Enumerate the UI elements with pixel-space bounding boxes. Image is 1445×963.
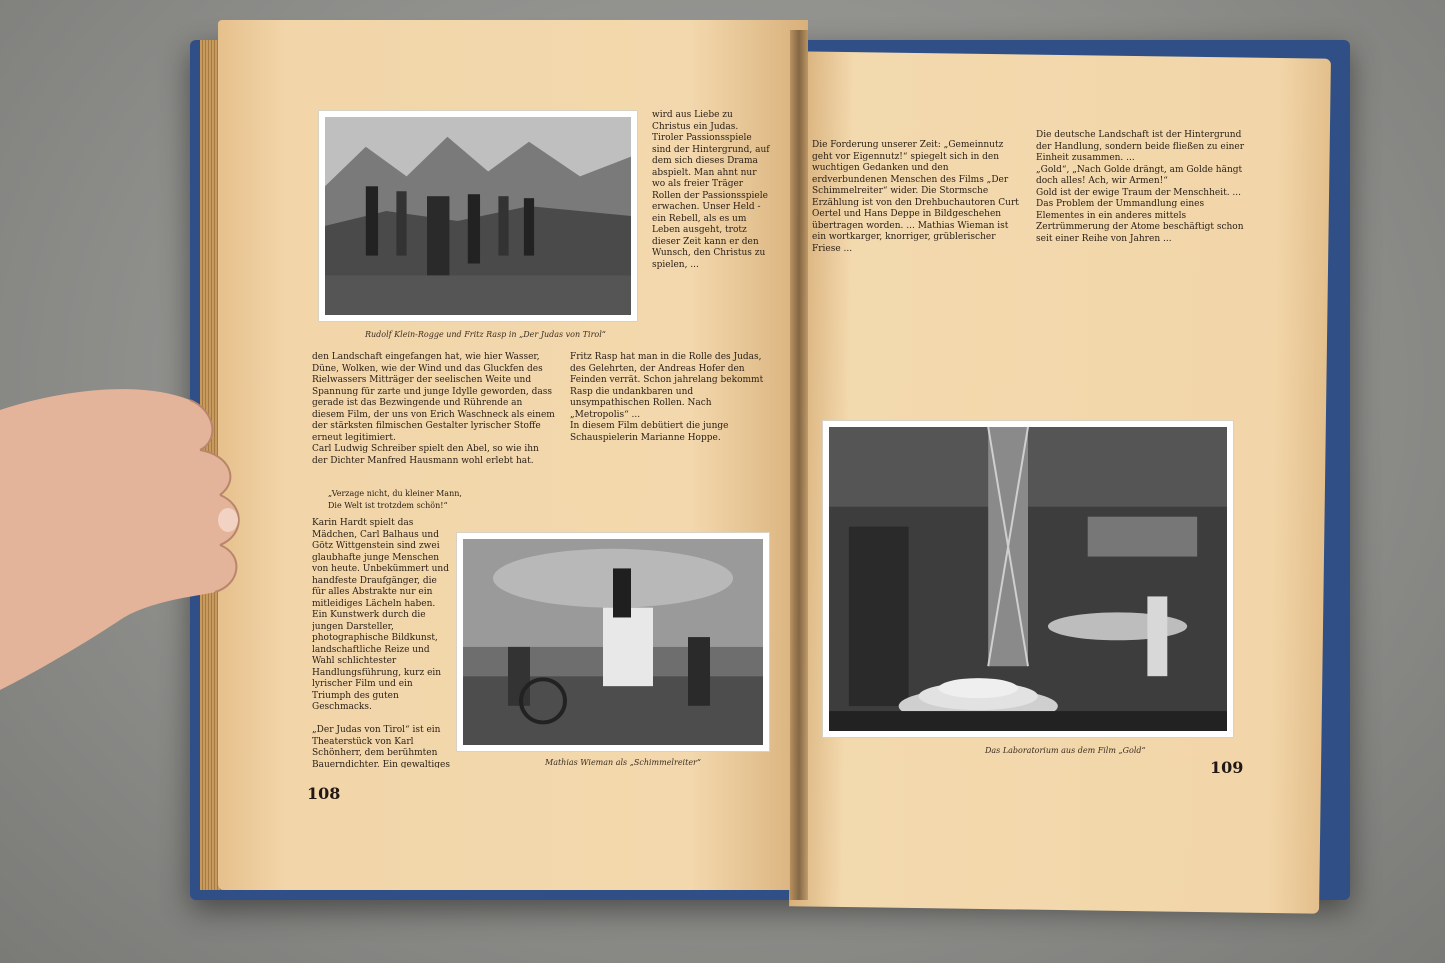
caption-right: Das Laboratorium aus dem Film „Gold“ — [985, 746, 1146, 755]
book-gutter — [790, 30, 808, 900]
photo-schimmelreiter — [456, 532, 770, 752]
photo-mountains-soldiers — [325, 117, 631, 315]
photo-judas-von-tirol — [318, 110, 638, 322]
page-number-right: 109 — [1210, 758, 1244, 777]
text-col-right-right: Die deutsche Landschaft ist der Hintergrund der Handlung, sondern beide fließen zu einer Einheit zusammen. ... „Gold“, „Nach Golde drängt, am Golde hängt doch alles! Ach, wir Armen!“ Gold ist der ewige Traum der Menschheit. ... Das Problem der Ummandlung eines Elementes in ein anderes mittels Zertrümmerung der Atome beschäftigt schon seit einer Reihe von Jahren ... — [1036, 130, 1245, 244]
photo-laboratorium-gold — [822, 420, 1234, 738]
photo-horse-rider — [463, 539, 763, 745]
page-number-left: 108 — [307, 784, 341, 803]
hand-holding-book — [0, 370, 270, 730]
photo-laboratory-set — [829, 427, 1227, 731]
text-col-bottom-left: Karin Hardt spielt das Mädchen, Carl Balhaus und Götz Wittgenstein sind zwei glaubhafte junge Menschen von heute. Unbekümmert und handfeste Draufgänger, die für alles Abstrakte nur ein mitleidiges Lächeln haben. Ein Kunstwerk durch die jungen Darsteller, photographische Bildkunst, landschaftliche Reize und Wahl schlichtester Handlungsführung, kurz ein lyrischer Film und ein Triumph des guten Geschmacks. „Der Judas von Tirol“ ist ein Theaterstück von Karl Schönherr, dem berühmten Bauerndichter. Ein gewaltiges — [312, 518, 450, 768]
caption-top-left: Rudolf Klein-Rogge und Fritz Rasp in „Der Judas von Tirol“ — [365, 330, 606, 339]
text-col-mid-left: den Landschaft eingefangen hat, wie hier Wasser, Düne, Wolken, wie der Wind und das Gluckfen des Rielwassers Mitträger der seelischen Weite und Spannung für zarte und junge Idylle geworden, dass gerade ist das Bezwingende und Rührende an diesem Film, der uns von Erich Waschneck als einem der stärksten filmischen Gestalter lyrischer Stoffe erneut legitimiert. Carl Ludwig Schreiber spielt den Abel, so wie ihn der Dichter Manfred Hausmann wohl erlebt hat. — [312, 352, 555, 466]
text-col-top-right: wird aus Liebe zu Christus ein Judas. Tiroler Passionsspiele sind der Hintergrund, auf dem sich dieses Drama abspielt. Man ahnt nur wo als freier Träger Rollen der Passionsspiele erwachen. Unser Held - ein Rebell, als es um Leben ausgeht, trotz dieser Zeit kann er den Wunsch, den Christus zu spielen, ... — [652, 110, 770, 270]
text-col-right-left: Die Forderung unserer Zeit: „Gemeinnutz geht vor Eigennutz!“ spiegelt sich in den wuchtigen Gedanken und den erdverbundenen Menschen des Films „Der Schimmelreiter“ wider. Die Stormsche Erzählung ist von den Drehbuchautoren Curt Oertel und Hans Deppe in Bildgeschehen übertragen worden. ... Mathias Wieman ist ein wortkarger, knorriger, grüblerischer Friese ... — [812, 140, 1019, 254]
text-col-mid-right: Fritz Rasp hat man in die Rolle des Judas, des Gelehrten, der Andreas Hofer den Feinden verrät. Schon jahrelang bekommt Rasp die undankbaren und unsympathischen Rollen. Nach „Metropolis“ ... In diesem Film debütiert die junge Schauspielerin Marianne Hoppe. — [570, 352, 764, 443]
quote: „Verzage nicht, du kleiner Mann, Die Welt ist trotzdem schön!“ — [328, 489, 462, 510]
caption-bottom-left: Mathias Wieman als „Schimmelreiter“ — [545, 758, 701, 767]
